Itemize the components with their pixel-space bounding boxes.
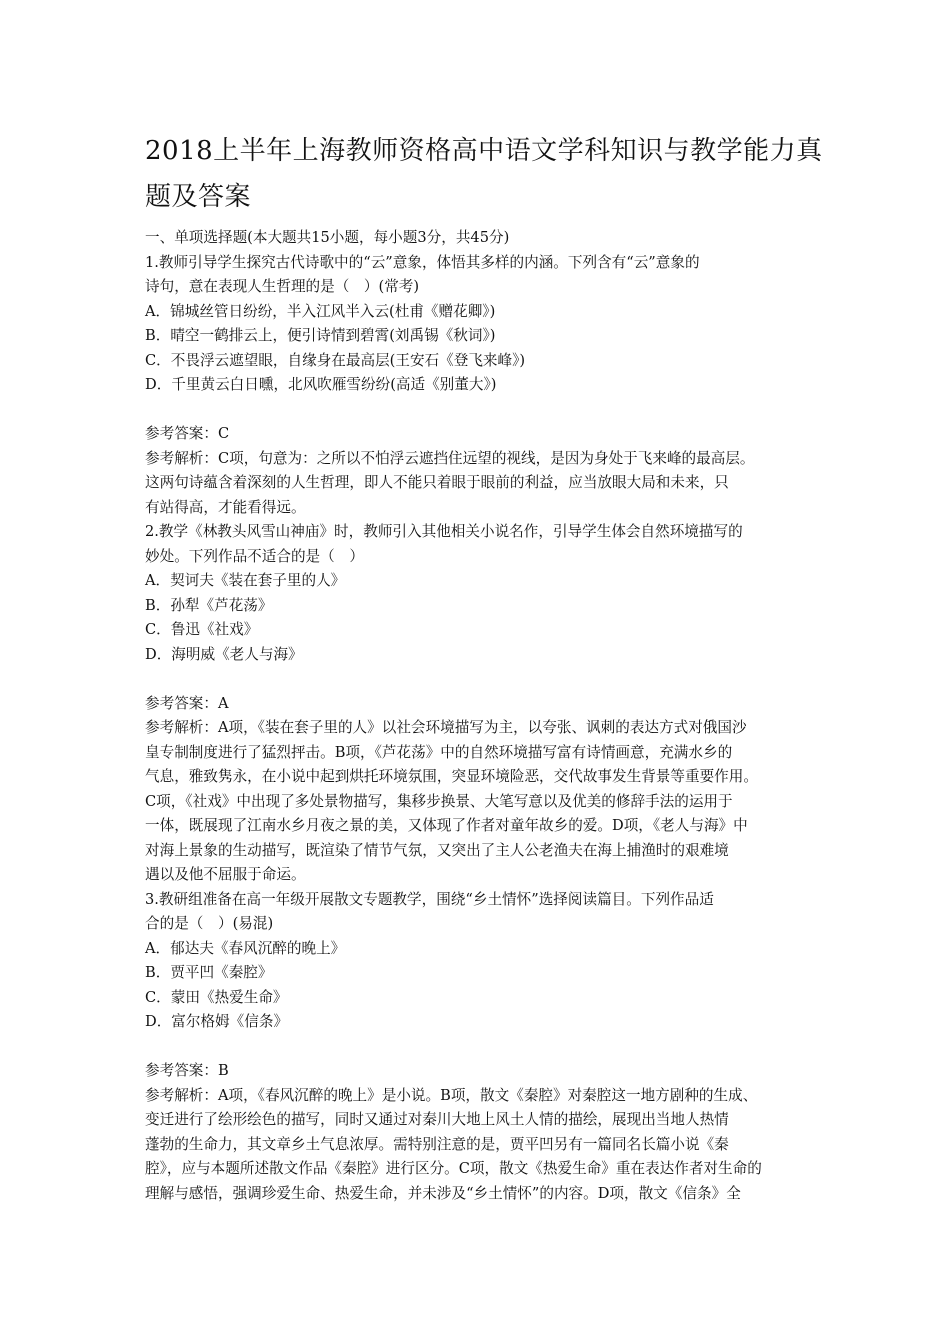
analysis-line: 参考解析：A项，《装在套子里的人》以社会环境描写为主，以夸张、讽刺的表达方式对俄国沙 bbox=[145, 719, 747, 736]
question-stem-line: 妙处。下列作品不适合的是（ ） bbox=[145, 547, 364, 565]
reference-answer: 参考答案：C bbox=[145, 425, 230, 442]
option-a: A．契诃夫《装在套子里的人》 bbox=[145, 572, 346, 589]
option-c: C．不畏浮云遮望眼，自缘身在最高层(王安石《登飞来峰》) bbox=[145, 351, 526, 369]
analysis-line: 遇以及他不屈服于命运。 bbox=[145, 866, 306, 883]
question-1 bbox=[145, 251, 825, 521]
option-d: D．海明威《老人与海》 bbox=[145, 645, 303, 663]
question-stem-line: 2.教学《林教头风雪山神庙》时，教师引入其他相关小说名作，引导学生体会自然环境描写的 bbox=[145, 523, 743, 540]
title-line-1: 2018上半年上海教师资格高中语文学科知识与教学能力真 bbox=[145, 136, 823, 166]
option-c: C．鲁迅《社戏》 bbox=[145, 621, 259, 638]
analysis-line: 参考解析：C项，句意为：之所以不怕浮云遮挡住远望的视线，是因为身处于飞来峰的最高层。 bbox=[145, 449, 755, 467]
spacer bbox=[145, 398, 825, 423]
document-title bbox=[145, 128, 825, 220]
option-a: A．郁达夫《春风沉醉的晚上》 bbox=[145, 939, 346, 957]
analysis-line: 一体，既展现了江南水乡月夜之景的美，又体现了作者对童年故乡的爱。D项，《老人与海》中 bbox=[145, 817, 748, 834]
analysis-line: 参考解析：A项，《春风沉醉的晚上》是小说。B项，散文《秦腔》对秦腔这一地方剧种的生成、 bbox=[145, 1086, 758, 1104]
section-heading: 一、单项选择题(本大题共15小题，每小题3分，共45分) bbox=[145, 229, 510, 246]
option-b: B．晴空一鹤排云上，便引诗情到碧霄(刘禹锡《秋词》) bbox=[145, 327, 496, 344]
option-a: A．锦城丝管日纷纷，半入江风半入云(杜甫《赠花卿》) bbox=[145, 302, 496, 320]
analysis-line: 对海上景象的生动描写，既渲染了情节气氛，又突出了主人公老渔夫在海上捕渔时的艰难境 bbox=[145, 841, 729, 859]
question-stem-line: 诗句，意在表现人生哲理的是（ ）(常考) bbox=[145, 278, 420, 295]
analysis-line: 有站得高，才能看得远。 bbox=[145, 498, 306, 516]
analysis-line: 理解与感悟，强调珍爱生命、热爱生命，并未涉及“乡土情怀”的内容。D项，散文《信条》全 bbox=[145, 1184, 741, 1202]
spacer bbox=[145, 667, 825, 692]
question-stem-line: 1.教师引导学生探究古代诗歌中的“云”意象，体悟其多样的内涵。下列含有“云”意象的 bbox=[145, 253, 700, 271]
question-2 bbox=[145, 520, 825, 888]
analysis-line: 腔》，应与本题所述散文作品《秦腔》进行区分。C项，散文《热爱生命》重在表达作者对生命的 bbox=[145, 1160, 762, 1177]
document-page bbox=[145, 128, 825, 1206]
question-3 bbox=[145, 888, 825, 1207]
reference-answer: 参考答案：B bbox=[145, 1062, 229, 1079]
question-stem-line: 3.教研组准备在高一年级开展散文专题教学，围绕“乡土情怀”选择阅读篇目。下列作品适 bbox=[145, 890, 714, 908]
question-stem-line: 合的是（ ）(易混) bbox=[145, 915, 274, 932]
analysis-line: 这两句诗蕴含着深刻的人生哲理，即人不能只着眼于眼前的利益，应当放眼大局和未来，只 bbox=[145, 474, 729, 491]
analysis-line: 皇专制制度进行了猛烈抨击。B项，《芦花荡》中的自然环境描写富有诗情画意，充满水乡的 bbox=[145, 743, 733, 761]
option-b: B．孙犁《芦花荡》 bbox=[145, 596, 273, 614]
option-d: D．千里黄云白日曛，北风吹雁雪纷纷(高适《别董大》) bbox=[145, 376, 497, 393]
option-c: C．蒙田《热爱生命》 bbox=[145, 988, 288, 1006]
option-b: B．贾平凹《秦腔》 bbox=[145, 964, 273, 981]
analysis-line: 蓬勃的生命力，其文章乡土气息浓厚。需特别注意的是，贾平凹另有一篇同名长篇小说《秦 bbox=[145, 1135, 729, 1153]
analysis-line: C项，《社戏》中出现了多处景物描写，集移步换景、大笔写意以及优美的修辞手法的运用于 bbox=[145, 792, 733, 810]
analysis-line: 变迁进行了绘形绘色的描写，同时又通过对秦川大地上风土人情的描绘，展现出当地人热情 bbox=[145, 1111, 729, 1128]
spacer bbox=[145, 1035, 825, 1060]
reference-answer: 参考答案：A bbox=[145, 694, 229, 712]
analysis-line: 气息，雅致隽永，在小说中起到烘托环境氛围，突显环境险恶，交代故事发生背景等重要作用。 bbox=[145, 768, 758, 785]
option-d: D．富尔格姆《信条》 bbox=[145, 1013, 289, 1030]
title-line-2: 题及答案 bbox=[145, 182, 252, 212]
